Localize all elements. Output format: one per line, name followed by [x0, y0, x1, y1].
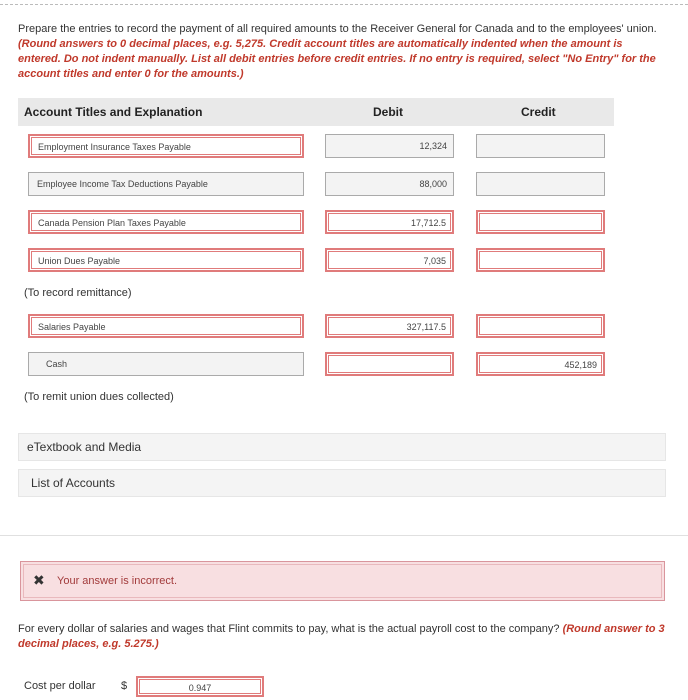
list-of-accounts-link[interactable]: List of Accounts: [18, 469, 666, 497]
currency-symbol: $: [121, 680, 128, 692]
journal-row: [0, 314, 688, 340]
account-select[interactable]: Salaries Payable: [28, 314, 304, 338]
account-select[interactable]: Employee Income Tax Deductions Payable: [28, 172, 304, 196]
table-header: [18, 98, 614, 126]
feedback-message: Your answer is incorrect.: [57, 575, 178, 587]
instructions-highlight: (Round answers to 0 decimal places, e.g. 5,275. Credit account titles are automatically indented when the amount is entered. Do not indent manually. List all debit entries before credit entries. If no entry is required, select "No Entry" for the account titles and enter 0 for the amounts.): [18, 38, 656, 80]
credit-input[interactable]: 452,189: [476, 352, 605, 376]
question-body: For every dollar of salaries and wages that Flint commits to pay, what is the actual payroll cost to the company?: [18, 623, 563, 635]
debit-input[interactable]: 327,117.5: [325, 314, 454, 338]
account-select[interactable]: Union Dues Payable: [28, 248, 304, 272]
debit-input[interactable]: 12,324: [325, 134, 454, 158]
journal-row: [0, 210, 688, 236]
journal-row: [0, 352, 688, 378]
credit-input[interactable]: [476, 134, 605, 158]
instructions: [18, 22, 668, 82]
header-account: Account Titles and Explanation: [24, 105, 203, 119]
question-text: [18, 622, 678, 652]
journal-row: [0, 172, 688, 198]
top-divider: [0, 4, 688, 5]
instructions-text: Prepare the entries to record the payment of all required amounts to the Receiver General for Canada and to the employees' union.: [18, 23, 657, 35]
x-icon: ✖: [33, 572, 45, 588]
debit-input[interactable]: [325, 352, 454, 376]
header-credit: Credit: [521, 105, 556, 119]
debit-input[interactable]: 88,000: [325, 172, 454, 196]
account-select[interactable]: Canada Pension Plan Taxes Payable: [28, 210, 304, 234]
feedback-banner: [20, 561, 665, 601]
section-divider: [0, 535, 688, 536]
credit-input[interactable]: [476, 172, 605, 196]
journal-row: [0, 248, 688, 274]
header-debit: Debit: [373, 105, 403, 119]
journal-row: [0, 134, 688, 160]
question-highlight: (Round answer to 3 decimal places, e.g. 5.275.): [18, 623, 665, 650]
entry-note: (To record remittance): [24, 287, 132, 299]
credit-input[interactable]: [476, 248, 605, 272]
credit-input[interactable]: [476, 314, 605, 338]
credit-input[interactable]: [476, 210, 605, 234]
account-select[interactable]: Employment Insurance Taxes Payable: [28, 134, 304, 158]
cost-per-dollar-label: Cost per dollar: [24, 680, 96, 692]
entry-note: (To remit union dues collected): [24, 391, 174, 403]
account-select[interactable]: Cash: [28, 352, 304, 376]
cost-per-dollar-input[interactable]: 0.947: [136, 676, 264, 697]
debit-input[interactable]: 17,712.5: [325, 210, 454, 234]
etextbook-link[interactable]: eTextbook and Media: [18, 433, 666, 461]
debit-input[interactable]: 7,035: [325, 248, 454, 272]
